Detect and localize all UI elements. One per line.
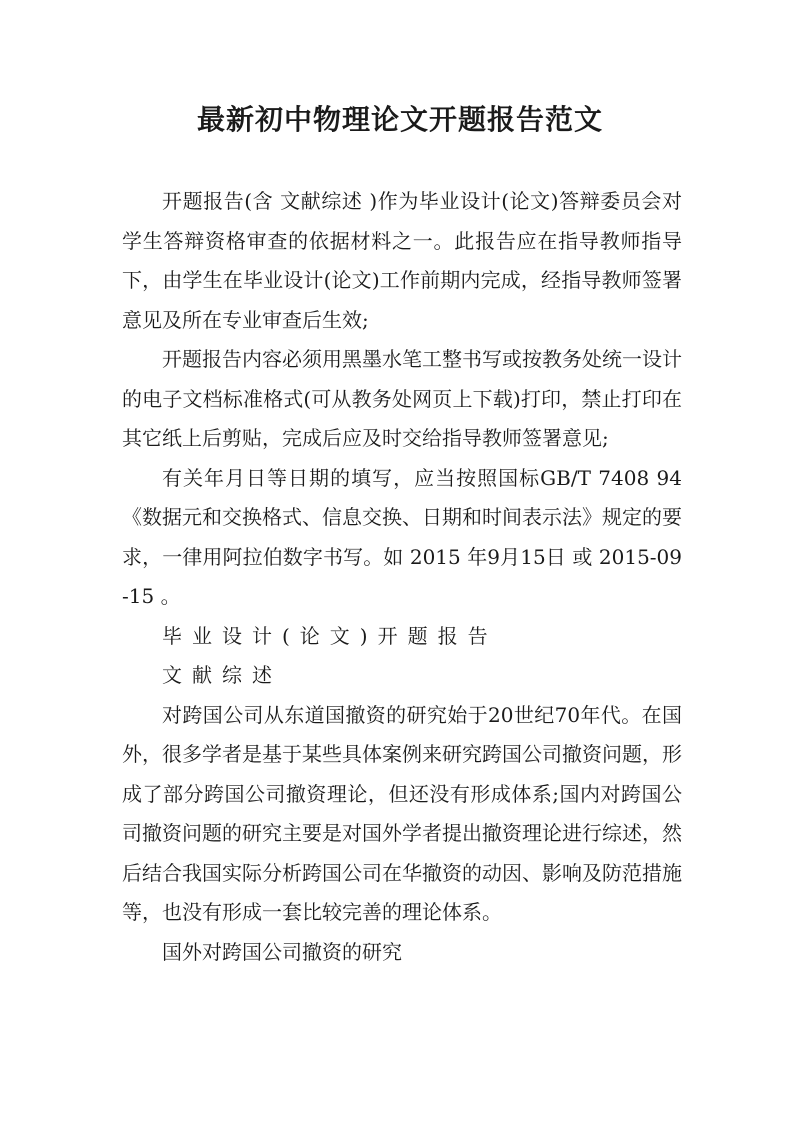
heading-opening-report: 毕业设计(论文)开题报告 bbox=[162, 623, 498, 648]
heading-foreign-research: 国外对跨国公司撤资的研究 bbox=[162, 939, 402, 964]
paragraph-date-format: 有关年月日等日期的填写，应当按照国标GB/T 7408 94《数据元和交换格式、信息交换、日期和时间表示法》规定的要求，一律用阿拉伯数字书写。如 2015 年9月15日 或 2015-09-15 。 bbox=[122, 465, 682, 608]
document-title: 最新初中物理论文开题报告范文 bbox=[196, 103, 603, 136]
document-body bbox=[122, 182, 682, 972]
paragraph-research-overview: 对跨国公司从东道国撤资的研究始于20世纪70年代。在国外，很多学者是基于某些具体案例来研究跨国公司撤资问题，形成了部分跨国公司撤资理论，但还没有形成体系;国内对跨国公司撤资问题的研究主要是对国外学者提出撤资理论进行综述，然后结合我国实际分析跨国公司在华撤资的动因、影响及防范措施等，也没有形成一套比较完善的理论体系。 bbox=[122, 702, 682, 924]
paragraph-writing-requirements: 开题报告内容必须用黑墨水笔工整书写或按教务处统一设计的电子文档标准格式(可从教务处网页上下载)打印，禁止打印在其它纸上后剪贴，完成后应及时交给指导教师签署意见; bbox=[122, 347, 682, 450]
heading-literature-review: 文献综述 bbox=[162, 663, 282, 687]
paragraph-report-purpose: 开题报告(含 文献综述 )作为毕业设计(论文)答辩委员会对学生答辩资格审查的依据材料之一。此报告应在指导教师指导下，由学生在毕业设计(论文)工作前期内完成，经指导教师签署意见及所在专业审查后生效; bbox=[122, 189, 682, 332]
